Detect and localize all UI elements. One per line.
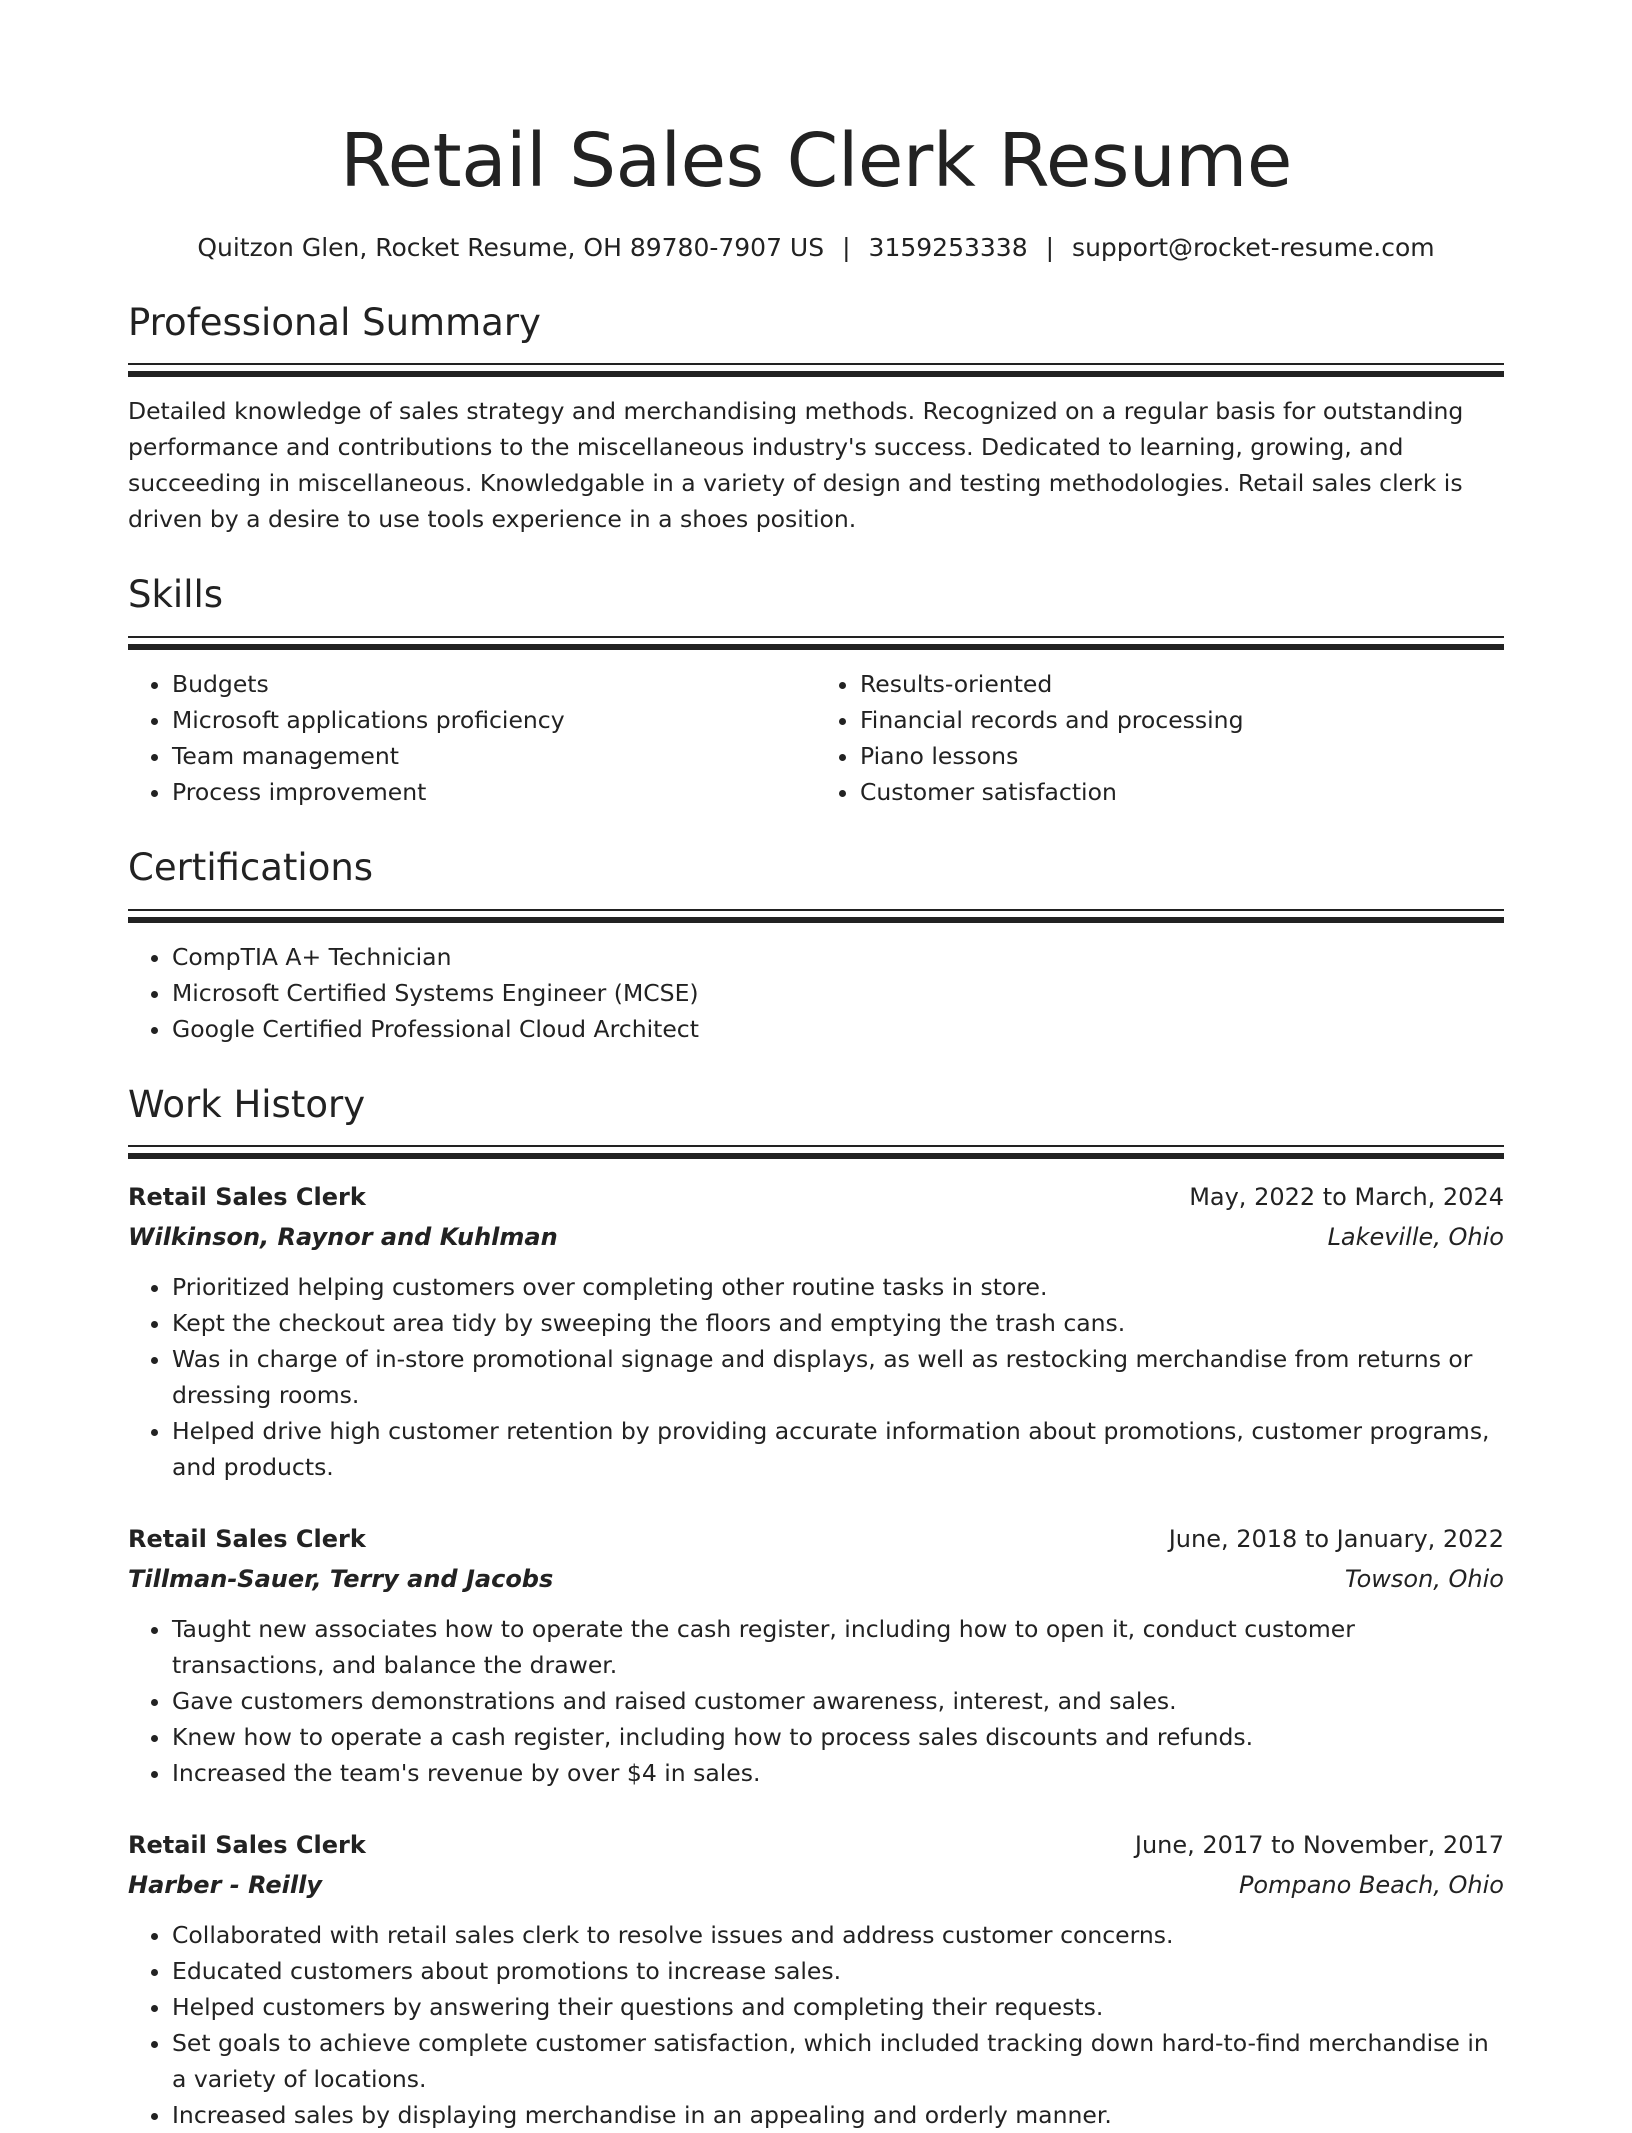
resume-title: Retail Sales Clerk Resume bbox=[340, 118, 1292, 204]
skills-list-left bbox=[128, 666, 816, 810]
job-title: Retail Sales Clerk bbox=[128, 1183, 366, 1212]
certifications-list bbox=[128, 939, 1504, 1047]
job-duties-list bbox=[128, 1269, 1504, 1485]
section-title-work-history: Work History bbox=[128, 1082, 366, 1126]
skills-section bbox=[128, 575, 1504, 810]
job-dates: June, 2017 to November, 2017 bbox=[1134, 1831, 1504, 1860]
section-title-certifications: Certifications bbox=[128, 845, 374, 889]
job-duties-list bbox=[128, 1611, 1504, 1791]
certification-item: • CompTIA A+ Technician bbox=[172, 939, 1504, 975]
section-title-skills: Skills bbox=[128, 573, 224, 617]
job-company: Wilkinson, Raynor and Kuhlman bbox=[128, 1223, 558, 1252]
job-company-row bbox=[128, 1559, 1504, 1599]
skills-list-right bbox=[816, 666, 1504, 810]
job-company: Tillman-Sauer, Terry and Jacobs bbox=[128, 1565, 554, 1594]
job-header-row bbox=[128, 1825, 1504, 1865]
job-duty: • Helped drive high customer retention by providing accurate information about promotions, customer programs, and products. bbox=[172, 1413, 1504, 1485]
certification-item: • Microsoft Certified Systems Engineer (MCSE) bbox=[172, 975, 1504, 1011]
job-duty: • Increased the team's revenue by over $4 in sales. bbox=[172, 1755, 1504, 1791]
job-title: Retail Sales Clerk bbox=[128, 1831, 366, 1860]
job-duty: • Taught new associates how to operate the cash register, including how to open it, conduct customer transactions, and balance the drawer. bbox=[172, 1611, 1504, 1683]
job-duty: • Gave customers demonstrations and raised customer awareness, interest, and sales. bbox=[172, 1683, 1504, 1719]
contact-phone: 3159253338 bbox=[868, 233, 1028, 262]
skill-item: • Customer satisfaction bbox=[860, 774, 1504, 810]
contact-line bbox=[128, 232, 1504, 265]
skill-item: • Results-oriented bbox=[860, 666, 1504, 702]
contact-separator: | bbox=[842, 233, 851, 262]
certifications-section bbox=[128, 845, 1504, 1047]
section-divider bbox=[128, 636, 1504, 650]
job-duties-list bbox=[128, 1917, 1504, 2133]
job-company-row bbox=[128, 1865, 1504, 1905]
summary-text: Detailed knowledge of sales strategy and merchandising methods. Recognized on a regular basis for outstanding performance and contributions to the miscellaneous industry's success. Dedicated to learning, growing, and succeeding in miscellaneous. Knowledgable in a variety of design and testing methodologies. Retail sales clerk is driven by a desire to use tools experience in a shoes position. bbox=[128, 397, 1464, 534]
job-company: Harber - Reilly bbox=[128, 1871, 322, 1900]
skill-item: • Process improvement bbox=[172, 774, 816, 810]
job-duty: • Prioritized helping customers over completing other routine tasks in store. bbox=[172, 1269, 1504, 1305]
job-entry bbox=[128, 1825, 1504, 2133]
job-entry bbox=[128, 1519, 1504, 1791]
skill-item: • Piano lessons bbox=[860, 738, 1504, 774]
job-duty: • Set goals to achieve complete customer satisfaction, which included tracking down hard-to-find merchandise in a variety of locations. bbox=[172, 2025, 1504, 2097]
certification-item: • Google Certified Professional Cloud Architect bbox=[172, 1011, 1504, 1047]
skill-item: • Financial records and processing bbox=[860, 702, 1504, 738]
job-title: Retail Sales Clerk bbox=[128, 1525, 366, 1554]
job-duty: • Collaborated with retail sales clerk to resolve issues and address customer concerns. bbox=[172, 1917, 1504, 1953]
contact-email: support@rocket-resume.com bbox=[1072, 233, 1435, 262]
job-duty: • Knew how to operate a cash register, including how to process sales discounts and refunds. bbox=[172, 1719, 1504, 1755]
section-title-summary: Professional Summary bbox=[128, 300, 541, 344]
section-divider bbox=[128, 1145, 1504, 1159]
job-duty: • Increased sales by displaying merchandise in an appealing and orderly manner. bbox=[172, 2097, 1504, 2133]
contact-separator: | bbox=[1045, 233, 1055, 262]
skills-grid bbox=[128, 650, 1504, 810]
job-duty: • Kept the checkout area tidy by sweeping the floors and emptying the trash cans. bbox=[172, 1305, 1504, 1341]
job-dates: June, 2018 to January, 2022 bbox=[1168, 1525, 1504, 1554]
job-header-row bbox=[128, 1519, 1504, 1559]
job-duty: • Educated customers about promotions to increase sales. bbox=[172, 1953, 1504, 1989]
job-dates: May, 2022 to March, 2024 bbox=[1189, 1183, 1504, 1212]
job-company-row bbox=[128, 1217, 1504, 1257]
job-header-row bbox=[128, 1177, 1504, 1217]
job-duty: • Helped customers by answering their questions and completing their requests. bbox=[172, 1989, 1504, 2025]
job-location: Towson, Ohio bbox=[1344, 1565, 1504, 1594]
skill-item: • Team management bbox=[172, 738, 816, 774]
skill-item: • Microsoft applications proficiency bbox=[172, 702, 816, 738]
job-location: Pompano Beach, Ohio bbox=[1238, 1871, 1504, 1900]
section-divider bbox=[128, 909, 1504, 923]
section-divider bbox=[128, 363, 1504, 377]
job-duty: • Was in charge of in-store promotional signage and displays, as well as restocking merchandise from returns or dressing rooms. bbox=[172, 1341, 1504, 1413]
contact-address: Quitzon Glen, Rocket Resume, OH 89780-7907 US bbox=[197, 233, 825, 262]
summary-section bbox=[128, 300, 1504, 538]
job-entry bbox=[128, 1177, 1504, 1485]
job-location: Lakeville, Ohio bbox=[1327, 1223, 1504, 1252]
skill-item: • Budgets bbox=[172, 666, 816, 702]
work-history-section bbox=[128, 1082, 1504, 2133]
